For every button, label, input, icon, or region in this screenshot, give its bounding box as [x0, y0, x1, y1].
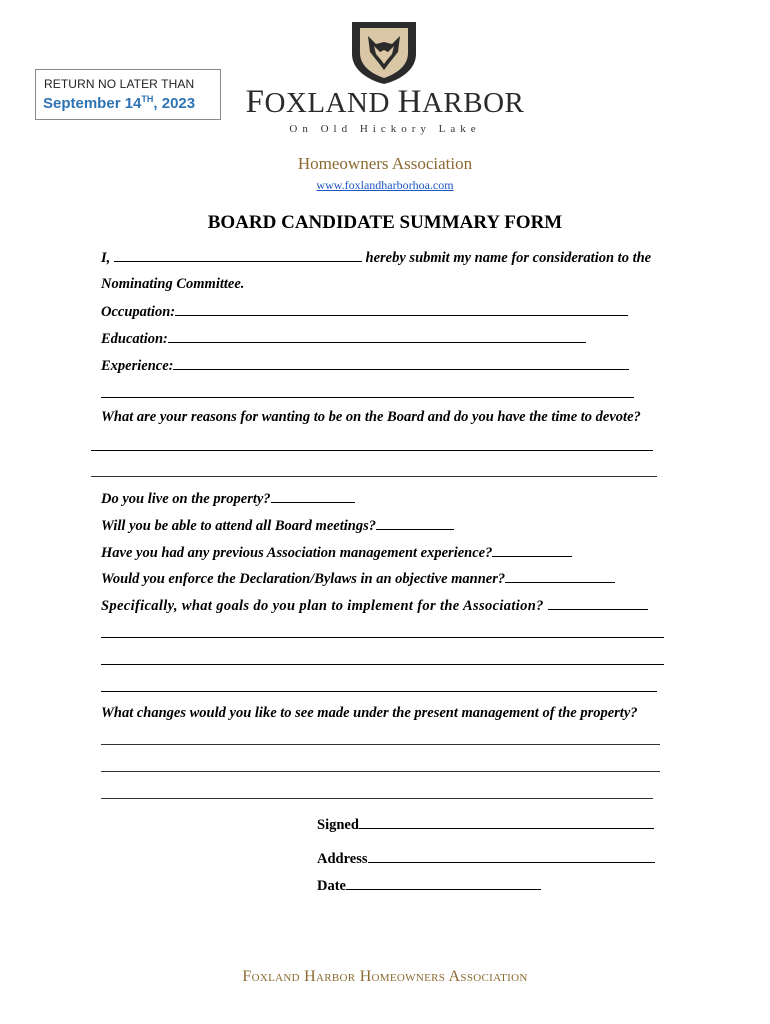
goals-field[interactable]	[548, 597, 648, 610]
signature-field[interactable]	[359, 816, 654, 829]
form-title: BOARD CANDIDATE SUMMARY FORM	[207, 212, 563, 233]
return-label: RETURN NO LATER THAN	[44, 77, 195, 91]
date-label: Date	[317, 877, 541, 895]
brand-tagline: On Old Hickory Lake	[289, 123, 481, 135]
mgmt-experience-question: Have you had any previous Association management experience?	[101, 544, 572, 562]
enforce-question: Would you enforce the Declaration/Bylaws in an objective manner?	[101, 570, 615, 588]
return-deadline-box	[35, 69, 221, 120]
live-question: Do you live on the property?	[101, 490, 355, 508]
intro-line-2: Nominating Committee.	[101, 276, 245, 292]
return-date: September 14TH, 2023	[43, 94, 196, 112]
goals-question: Specifically, what goals do you plan to implement for the Association?	[101, 597, 648, 615]
occupation-label: Occupation:	[101, 303, 628, 321]
website-link[interactable]: www.foxlandharborhoa.com	[316, 178, 454, 192]
reasons-question: What are your reasons for wanting to be on the Board and do you have the time to devote?	[101, 409, 641, 425]
reasons-answer-line-1[interactable]	[91, 450, 653, 451]
intro-line: I, hereby submit my name for consideration to the	[101, 250, 652, 266]
experience-field[interactable]	[173, 357, 629, 370]
reasons-answer-line-2[interactable]	[91, 476, 657, 477]
fox-shield-logo-icon	[350, 20, 418, 86]
goals-answer-line-3[interactable]	[101, 691, 657, 692]
date-field[interactable]	[346, 877, 541, 890]
name-field[interactable]	[114, 249, 362, 262]
attend-answer-field[interactable]	[376, 517, 454, 530]
hoa-subtitle: Homeowners Association	[297, 154, 473, 173]
education-label: Education:	[101, 330, 586, 348]
changes-answer-line-2[interactable]	[101, 771, 660, 772]
brand-name: FOXLAND HARBOR	[245, 84, 525, 120]
address-label: Address	[317, 850, 655, 868]
changes-answer-line-1[interactable]	[101, 744, 660, 745]
changes-question: What changes would you like to see made under the present management of the property?	[101, 705, 638, 721]
occupation-field[interactable]	[175, 303, 628, 316]
enforce-answer-field[interactable]	[505, 570, 615, 583]
experience-field-line-2[interactable]	[101, 397, 634, 398]
changes-answer-line-3[interactable]	[101, 798, 653, 799]
live-answer-field[interactable]	[271, 490, 355, 503]
footer-association-name: Foxland Harbor Homeowners Association	[242, 968, 528, 985]
signed-label: Signed	[317, 816, 654, 834]
education-field[interactable]	[168, 330, 586, 343]
goals-answer-line-1[interactable]	[101, 637, 664, 638]
mgmt-experience-field[interactable]	[492, 544, 572, 557]
goals-answer-line-2[interactable]	[101, 664, 664, 665]
attend-question: Will you be able to attend all Board meetings?	[101, 517, 454, 535]
address-field[interactable]	[368, 850, 655, 863]
experience-label: Experience:	[101, 357, 629, 375]
